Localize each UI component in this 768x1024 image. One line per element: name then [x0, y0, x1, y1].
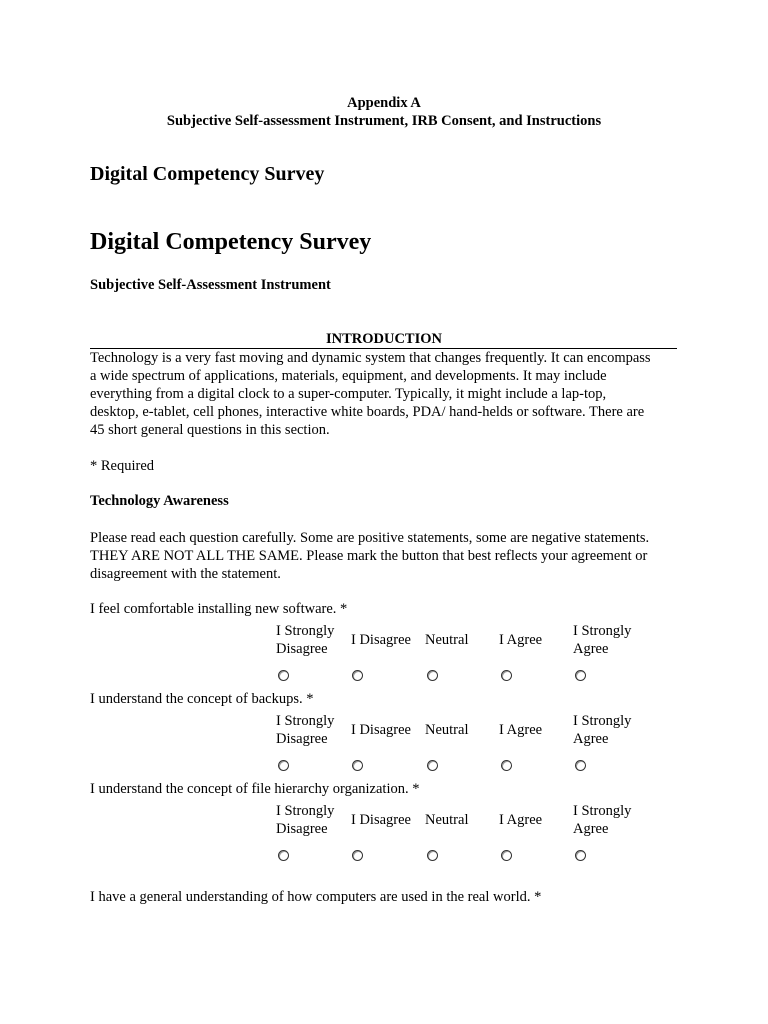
instructions-line: THEY ARE NOT ALL THE SAME. Please mark the button that best reflects your agreement or	[90, 548, 648, 564]
radio-button-icon[interactable]	[575, 760, 586, 771]
radio-button-icon[interactable]	[427, 760, 438, 771]
question-text: I understand the concept of file hierarchy organization. *	[90, 781, 420, 797]
option-label-agree: I Agree	[499, 632, 543, 648]
intro-line: everything from a digital clock to a super-computer. Typically, it might include a lap-top,	[90, 386, 607, 402]
option-label-agree: I Agree	[499, 812, 543, 828]
survey-title-small: Digital Competency Survey	[90, 163, 325, 185]
survey-title-large: Digital Competency Survey	[90, 229, 372, 255]
option-label-strongly-agree: I Strongly Agree	[573, 713, 632, 747]
survey-subtitle: Subjective Self-Assessment Instrument	[90, 277, 331, 293]
option-label-strongly-disagree: I Strongly Disagree	[276, 623, 335, 657]
radio-button-icon[interactable]	[575, 670, 586, 681]
option-label-strongly-disagree: I Strongly Disagree	[276, 803, 335, 837]
required-note: * Required	[90, 458, 155, 474]
intro-paragraph	[90, 349, 680, 439]
option-label-neutral: Neutral	[425, 632, 469, 648]
option-label-neutral: Neutral	[425, 722, 469, 738]
intro-line: 45 short general questions in this section.	[90, 422, 330, 438]
appendix-subtitle: Subjective Self-assessment Instrument, IRB Consent, and Instructions	[166, 113, 602, 129]
intro-line: a wide spectrum of applications, materials, equipment, and developments. It may include	[90, 368, 607, 384]
section-heading: Technology Awareness	[90, 493, 229, 509]
instructions-paragraph	[90, 529, 680, 583]
option-label-strongly-agree: I Strongly Agree	[573, 623, 632, 657]
intro-line: Technology is a very fast moving and dynamic system that changes frequently. It can encompass	[90, 350, 651, 366]
intro-line: desktop, e-tablet, cell phones, interactive white boards, PDA/ hand-helds or software. There are	[90, 404, 645, 420]
radio-button-icon[interactable]	[278, 760, 289, 771]
option-label-agree: I Agree	[499, 722, 543, 738]
radio-button-icon[interactable]	[575, 850, 586, 861]
option-label-disagree: I Disagree	[351, 722, 411, 738]
radio-button-icon[interactable]	[427, 670, 438, 681]
radio-button-icon[interactable]	[352, 850, 363, 861]
option-label-neutral: Neutral	[425, 812, 469, 828]
option-label-strongly-agree: I Strongly Agree	[573, 803, 632, 837]
option-label-disagree: I Disagree	[351, 632, 411, 648]
radio-button-icon[interactable]	[501, 670, 512, 681]
radio-button-icon[interactable]	[278, 670, 289, 681]
question-text: I feel comfortable installing new software. *	[90, 601, 348, 617]
question-text: I have a general understanding of how computers are used in the real world. *	[90, 889, 542, 905]
radio-button-icon[interactable]	[278, 850, 289, 861]
radio-button-icon[interactable]	[352, 670, 363, 681]
option-label-strongly-disagree: I Strongly Disagree	[276, 713, 335, 747]
instructions-line: Please read each question carefully. Some are positive statements, some are negative statements.	[90, 530, 650, 546]
appendix-title: Appendix A	[347, 95, 421, 111]
radio-button-icon[interactable]	[501, 850, 512, 861]
radio-button-icon[interactable]	[427, 850, 438, 861]
radio-button-icon[interactable]	[352, 760, 363, 771]
instructions-line: disagreement with the statement.	[90, 566, 281, 582]
option-label-disagree: I Disagree	[351, 812, 411, 828]
intro-heading: INTRODUCTION	[325, 331, 442, 347]
question-text: I understand the concept of backups. *	[90, 691, 314, 707]
radio-button-icon[interactable]	[501, 760, 512, 771]
